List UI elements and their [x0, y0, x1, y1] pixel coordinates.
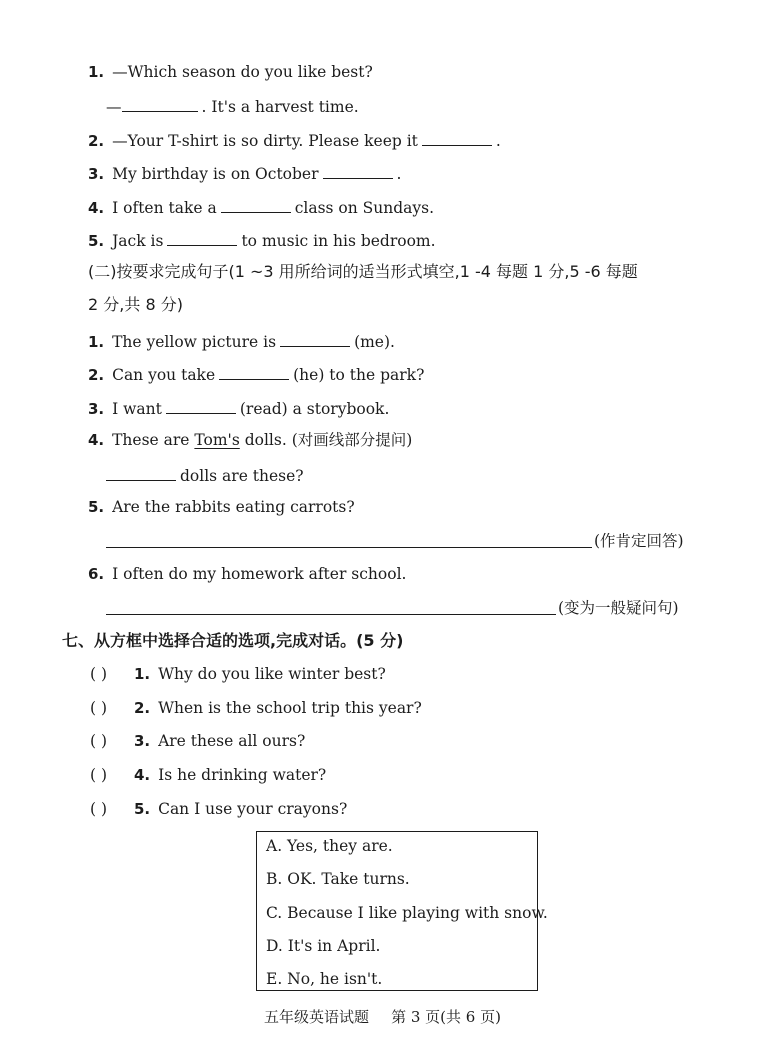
question-number: 2.: [134, 699, 151, 717]
question-text: Are the rabbits eating carrots?: [112, 498, 355, 516]
question-number: 1.: [88, 333, 105, 351]
question-text: . It's a harvest time.: [201, 98, 359, 116]
answer-blank[interactable]: [219, 363, 289, 380]
question-number: 6.: [88, 565, 105, 583]
answer-line[interactable]: [106, 614, 556, 615]
question-text: The yellow picture is: [112, 333, 277, 351]
fill-question-4: [88, 430, 412, 450]
answer-blank[interactable]: [323, 162, 393, 179]
question-number: 2.: [88, 132, 105, 150]
options-box: [256, 831, 548, 991]
question-text-end: (he) to the park?: [293, 366, 425, 384]
question-1: [88, 62, 373, 82]
fill-question-3: [88, 397, 389, 419]
question-text: Are these all ours?: [158, 732, 306, 750]
dialogue-question-4: [90, 765, 326, 785]
question-text: Is he drinking water?: [158, 766, 327, 784]
answer-blank[interactable]: [221, 196, 291, 213]
question-1-answer: [106, 95, 359, 117]
question-text: I often take a: [112, 199, 217, 217]
question-number: 2.: [88, 366, 105, 384]
option-c: C. Because I like playing with snow.: [266, 904, 548, 922]
option-d: D. It's in April.: [266, 937, 381, 955]
question-text: I often do my homework after school.: [112, 565, 407, 583]
question-text: When is the school trip this year?: [158, 699, 422, 717]
option-e: E. No, he isn't.: [266, 970, 383, 988]
instruction-note: (作肯定回答): [594, 532, 684, 550]
answer-parentheses[interactable]: ( ): [90, 766, 108, 784]
question-5: [88, 229, 436, 251]
question-text-end: .: [495, 132, 501, 150]
question-text: Jack is: [112, 232, 164, 250]
fill-question-2: [88, 363, 424, 385]
option-b: B. OK. Take turns.: [266, 870, 410, 888]
question-text-end: .: [396, 165, 402, 183]
question-number: 5.: [134, 800, 151, 818]
question-number: 3.: [134, 732, 151, 750]
question-text: My birthday is on October: [112, 165, 319, 183]
question-number: 3.: [88, 165, 105, 183]
question-4: [88, 196, 434, 218]
question-number: 1.: [134, 665, 151, 683]
answer-parentheses[interactable]: ( ): [90, 800, 108, 818]
question-text: Can you take: [112, 366, 216, 384]
section-heading-2: (二)按要求完成句子(1 ~3 用所给词的适当形式填空,1 -4 每题 1 分,5 -6 每题: [88, 262, 638, 281]
question-number: 5.: [88, 498, 105, 516]
question-number: 4.: [134, 766, 151, 784]
question-number: 5.: [88, 232, 105, 250]
fill-question-5: [88, 497, 355, 517]
question-text-end: dolls. (对画线部分提问): [244, 431, 413, 449]
fill-question-1: [88, 330, 395, 352]
fill-question-6: [88, 564, 406, 584]
section-heading-2-cont: 2 分,共 8 分): [88, 295, 183, 314]
question-text: —Your T-shirt is so dirty. Please keep it: [112, 132, 418, 150]
question-text-end: (me).: [354, 333, 395, 351]
dash: —: [106, 98, 122, 116]
question-text-end: (read) a storybook.: [239, 400, 390, 418]
question-text: These are: [112, 431, 190, 449]
page-footer: [0, 1006, 765, 1027]
footer-title: 五年级英语试题: [264, 1008, 370, 1026]
question-text: —Which season do you like best?: [112, 63, 373, 81]
question-text: Why do you like winter best?: [158, 665, 386, 683]
answer-blank[interactable]: [166, 397, 236, 414]
instruction-note: (变为一般疑问句): [558, 599, 679, 617]
question-2: [88, 129, 501, 151]
question-number: 3.: [88, 400, 105, 418]
answer-line[interactable]: [106, 547, 592, 548]
answer-parentheses[interactable]: ( ): [90, 665, 108, 683]
dialogue-question-1: [90, 664, 386, 684]
answer-blank[interactable]: [167, 229, 237, 246]
answer-blank[interactable]: [280, 330, 350, 347]
question-text-end: to music in his bedroom.: [241, 232, 436, 250]
question-3: [88, 162, 401, 184]
question-number: 1.: [88, 63, 105, 81]
underlined-word: Tom's: [194, 431, 240, 449]
question-text-end: class on Sundays.: [294, 199, 435, 217]
dialogue-question-5: [90, 799, 347, 819]
question-number: 4.: [88, 431, 105, 449]
fill-question-4-answer: [106, 464, 304, 486]
page-number: 第 3 页(共 6 页): [391, 1008, 501, 1026]
question-text: Can I use your crayons?: [158, 800, 348, 818]
question-text-end: dolls are these?: [180, 467, 304, 485]
answer-blank[interactable]: [422, 129, 492, 146]
answer-parentheses[interactable]: ( ): [90, 732, 108, 750]
answer-blank[interactable]: [122, 95, 198, 112]
dialogue-question-3: [90, 731, 305, 751]
section-heading-7: 七、从方框中选择合适的选项,完成对话。(5 分): [62, 631, 404, 650]
answer-blank[interactable]: [106, 464, 176, 481]
answer-parentheses[interactable]: ( ): [90, 699, 108, 717]
dialogue-question-2: [90, 698, 422, 718]
question-number: 4.: [88, 199, 105, 217]
option-a: A. Yes, they are.: [266, 837, 393, 855]
question-text: I want: [112, 400, 162, 418]
